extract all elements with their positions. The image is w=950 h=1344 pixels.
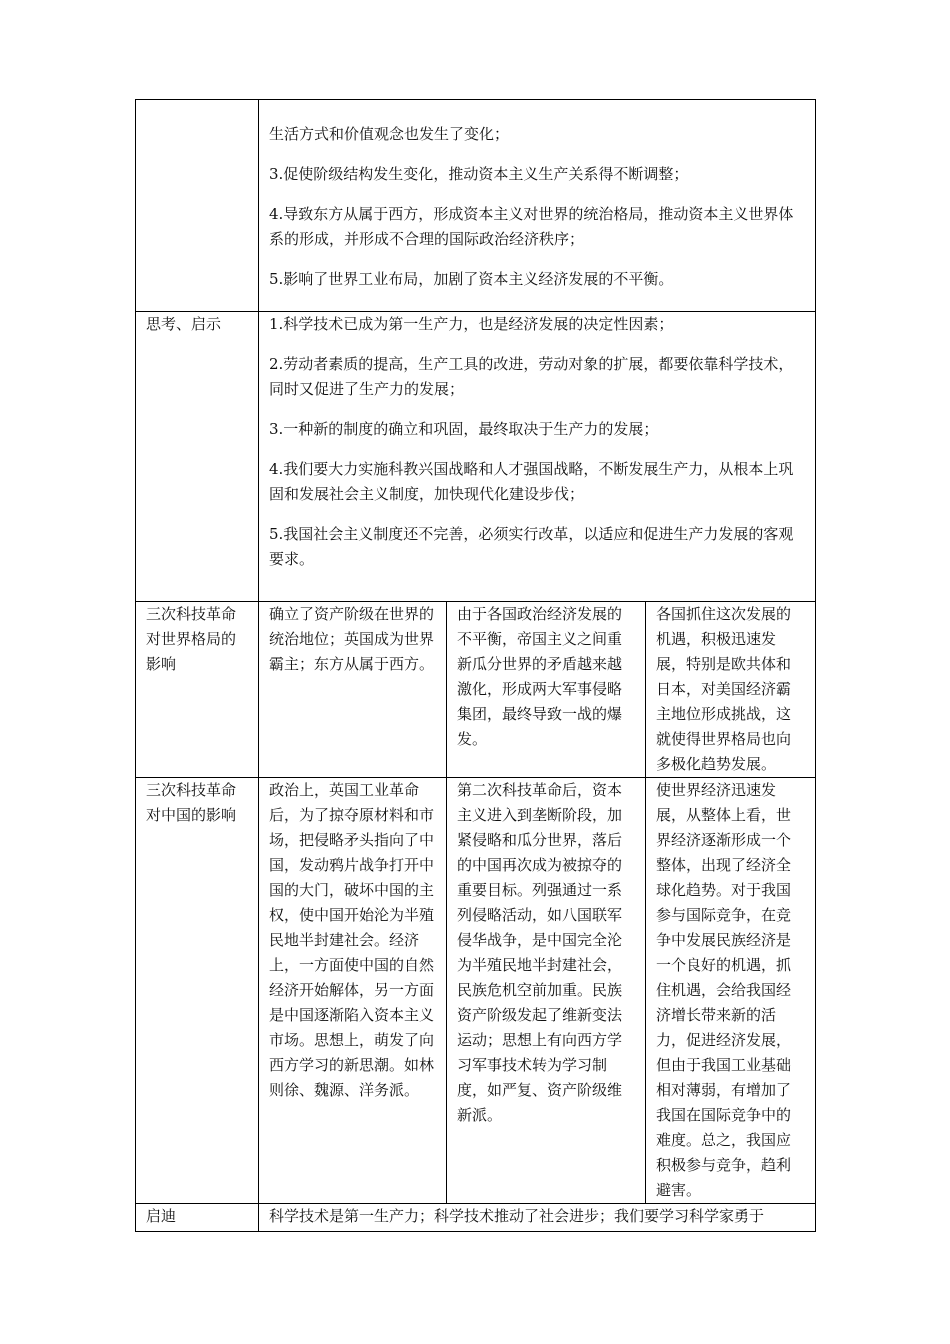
impact-continued-cell <box>259 100 816 312</box>
paragraph: 4.导致东方从属于西方，形成资本主义对世界的统治格局，推动资本主义世界体系的形成，并形成不合理的国际政治经济秩序； <box>269 205 794 248</box>
paragraph: 5.我国社会主义制度还不完善，必须实行改革，以适应和促进生产力发展的客观要求。 <box>269 525 794 568</box>
row-label-reflection: 思考、启示 <box>136 312 259 602</box>
reflection-cell <box>259 312 816 602</box>
row-label-empty <box>136 100 259 312</box>
paragraph: 3.促使阶级结构发生变化，推动资本主义生产关系得不断调整； <box>269 165 689 183</box>
row-label-china-impact: 三次科技革命对中国的影响 <box>136 778 259 1204</box>
row-label-inspiration: 启迪 <box>136 1204 259 1232</box>
row-label-world-impact: 三次科技革命对世界格局的影响 <box>136 602 259 778</box>
table-row <box>136 778 816 1204</box>
world-impact-first-cell: 确立了资产阶级在世界的统治地位；英国成为世界霸主；东方从属于西方。 <box>259 602 447 778</box>
world-impact-third-cell: 各国抓住这次发展的机遇，积极迅速发展，特别是欧共体和日本，对美国经济霸主地位形成挑战，这就使得世界格局也向多极化趋势发展。 <box>646 602 816 778</box>
paragraph: 5.影响了世界工业布局，加剧了资本主义经济发展的不平衡。 <box>269 270 674 288</box>
content-table <box>135 99 816 1232</box>
world-impact-second-cell: 由于各国政治经济发展的不平衡，帝国主义之间重新瓜分世界的矛盾越来越激化，形成两大军事侵略集团，最终导致一战的爆发。 <box>447 602 646 778</box>
china-impact-first-cell: 政治上，英国工业革命后，为了掠夺原材料和市场，把侵略矛头指向了中国，发动鸦片战争打开中国的大门，破坏中国的主权，使中国开始沦为半殖民地半封建社会。经济上，一方面使中国的自然经济开始解体，另一方面是中国逐渐陷入资本主义市场。思想上，萌发了向西方学习的新思潮。如林则徐、魏源、洋务派。 <box>259 778 447 1204</box>
table-row <box>136 100 816 312</box>
table-row <box>136 602 816 778</box>
paragraph: 4.我们要大力实施科教兴国战略和人才强国战略，不断发展生产力，从根本上巩固和发展社会主义制度，加快现代化建设步伐； <box>269 460 794 503</box>
paragraph: 3.一种新的制度的确立和巩固，最终取决于生产力的发展； <box>269 420 659 438</box>
china-impact-second-cell: 第二次科技革命后，资本主义进入到垄断阶段，加紧侵略和瓜分世界，落后的中国再次成为被掠夺的重要目标。列强通过一系列侵略活动，如八国联军侵华战争，是中国完全沦为半殖民地半封建社会，民族危机空前加重。民族资产阶级发起了维新变法运动；思想上有向西方学习军事技术转为学习制度，如严复、资产阶级维新派。 <box>447 778 646 1204</box>
china-impact-third-cell: 使世界经济迅速发展，从整体上看，世界经济逐渐形成一个整体，出现了经济全球化趋势。对于我国参与国际竞争，在竞争中发展民族经济是一个良好的机遇，抓住机遇，会给我国经济增长带来新的活力，促进经济发展，但由于我国工业基础相对薄弱，有增加了我国在国际竞争中的难度。总之，我国应积极参与竞争，趋利避害。 <box>646 778 816 1204</box>
paragraph: 1.科学技术已成为第一生产力，也是经济发展的决定性因素； <box>269 315 674 333</box>
paragraph: 生活方式和价值观念也发生了变化； <box>269 125 510 143</box>
table-row <box>136 1204 816 1232</box>
table-row <box>136 312 816 602</box>
inspiration-cell: 科学技术是第一生产力；科学技术推动了社会进步；我们要学习科学家勇于 <box>259 1204 816 1232</box>
paragraph: 2.劳动者素质的提高，生产工具的改进，劳动对象的扩展，都要依靠科学技术，同时又促进了生产力的发展； <box>269 355 794 398</box>
